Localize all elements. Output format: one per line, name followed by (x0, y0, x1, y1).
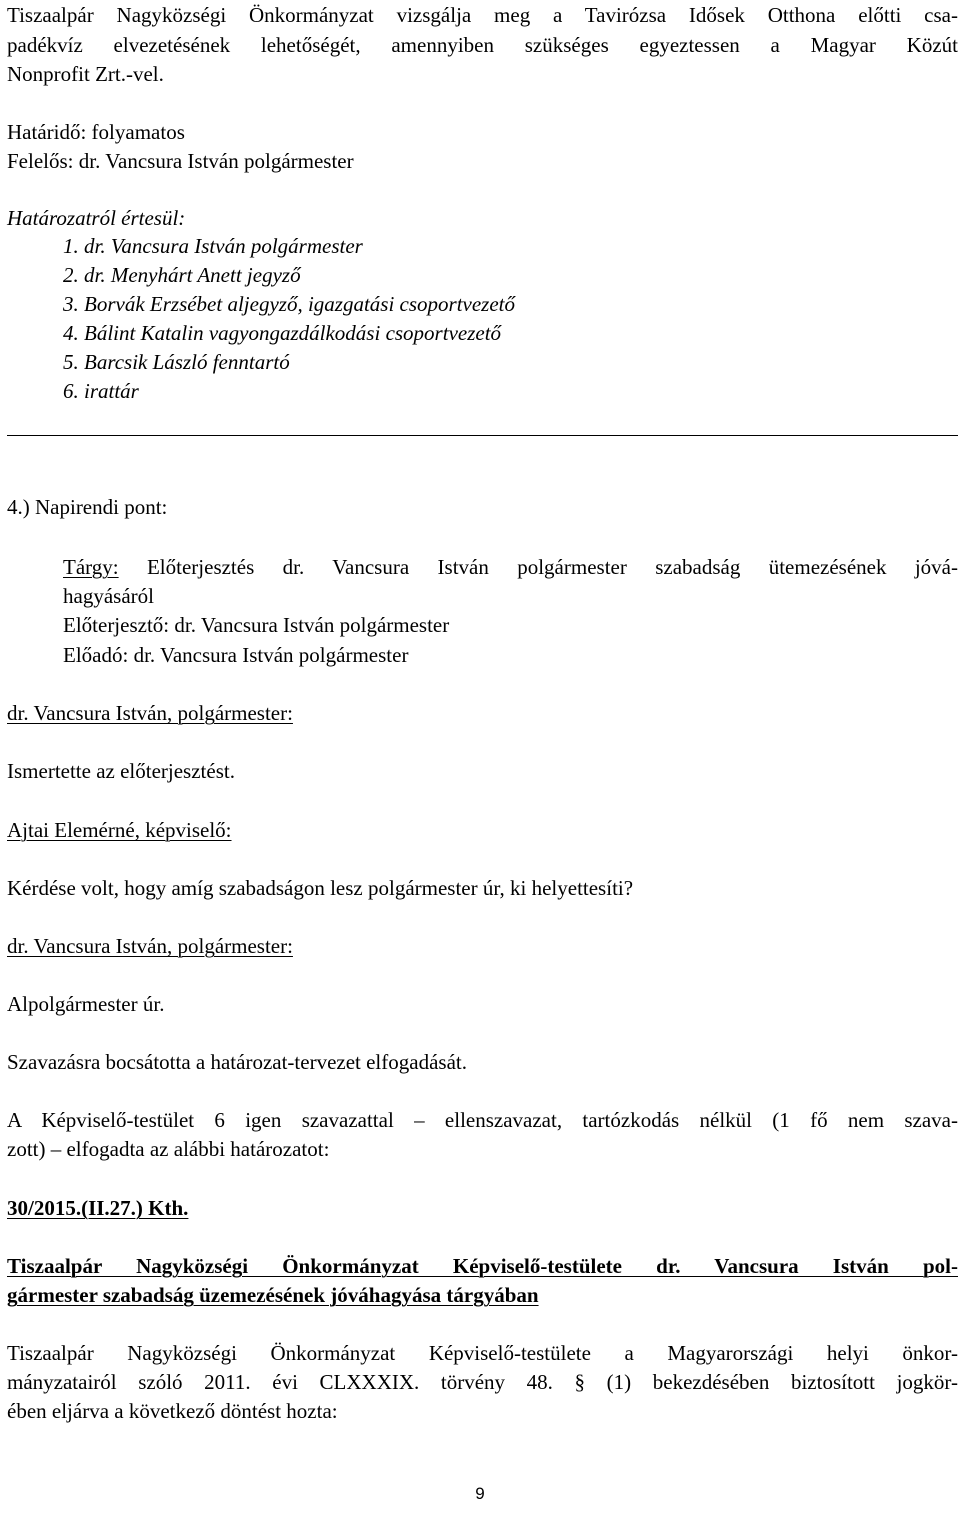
vote-result-line-1: A Képviselő-testület 6 igen szavazattal – ellenszavazat, tartózkodás nélkül (1 fő nem szava- (7, 1108, 958, 1132)
notify-item-2: 2. dr. Menyhárt Anett jegyző (63, 263, 301, 287)
deadline: Határidő: folyamatos (7, 120, 185, 144)
notify-item-1: 1. dr. Vancsura István polgármester (63, 234, 363, 258)
speaker-mayor-1: dr. Vancsura István, polgármester: (7, 701, 293, 725)
agenda-presenter: Előadó: dr. Vancsura István polgármester (63, 643, 409, 667)
agenda-subject-cont: hagyásáról (63, 584, 154, 608)
vote-result-line-2: zott) – elfogadta az alábbi határozatot: (7, 1137, 330, 1161)
resolution-body-line-1: Tiszaalpár Nagyközségi Önkormányzat Képviselő-testülete a Magyarországi helyi önkor- (7, 1341, 958, 1365)
notify-item-5: 5. Barcsik László fenntartó (63, 350, 290, 374)
vote-call: Szavazásra bocsátotta a határozat-tervezet elfogadását. (7, 1050, 467, 1074)
resolution-number: 30/2015.(II.27.) Kth. (7, 1196, 189, 1220)
speech-2: Kérdése volt, hogy amíg szabadságon lesz polgármester úr, ki helyettesíti? (7, 876, 634, 900)
speech-1: Ismertette az előterjesztést. (7, 759, 235, 783)
agenda-submitter: Előterjesztő: dr. Vancsura István polgármester (63, 613, 450, 637)
resolution-title-line-2: gármester szabadság üzemezésének jóváhagyása tárgyában (7, 1283, 539, 1307)
intro-line-2: padékvíz elvezetésének lehetőségét, amennyiben szükséges egyeztessen a Magyar Közút (7, 33, 958, 57)
responsible: Felelős: dr. Vancsura István polgármester (7, 149, 354, 173)
intro-line-1: Tiszaalpár Nagyközségi Önkormányzat vizsgálja meg a Tavirózsa Idősek Otthona előtti csa- (7, 3, 958, 27)
resolution-title-line-1: Tiszaalpár Nagyközségi Önkormányzat Képviselő-testülete dr. Vancsura István pol- (7, 1254, 958, 1278)
notify-heading: Határozatról értesül: (7, 206, 186, 230)
resolution-body-line-2: mányzatairól szóló 2011. évi CLXXXIX. törvény 48. § (1) bekezdésében biztosított jogkör- (7, 1370, 958, 1394)
page-number: 9 (475, 1484, 485, 1503)
subject-label: Tárgy: (63, 555, 119, 579)
notify-item-3: 3. Borvák Erzsébet aljegyző, igazgatási csoportvezető (63, 292, 516, 316)
notify-item-4: 4. Bálint Katalin vagyongazdálkodási csoportvezető (63, 321, 502, 345)
speaker-representative: Ajtai Elemérné, képviselő: (7, 818, 232, 842)
speech-3: Alpolgármester úr. (7, 992, 165, 1016)
subject-text: Előterjesztés dr. Vancsura István polgármester szabadság ütemezésének jóvá- (118, 555, 958, 579)
speaker-mayor-2: dr. Vancsura István, polgármester: (7, 934, 293, 958)
resolution-body-line-3: ében eljárva a következő döntést hozta: (7, 1399, 338, 1423)
intro-line-3: Nonprofit Zrt.-vel. (7, 62, 164, 86)
section-divider (7, 435, 958, 436)
notify-item-6: 6. irattár (63, 379, 139, 403)
agenda-subject (63, 554, 958, 580)
agenda-point: 4.) Napirendi pont: (7, 495, 168, 519)
